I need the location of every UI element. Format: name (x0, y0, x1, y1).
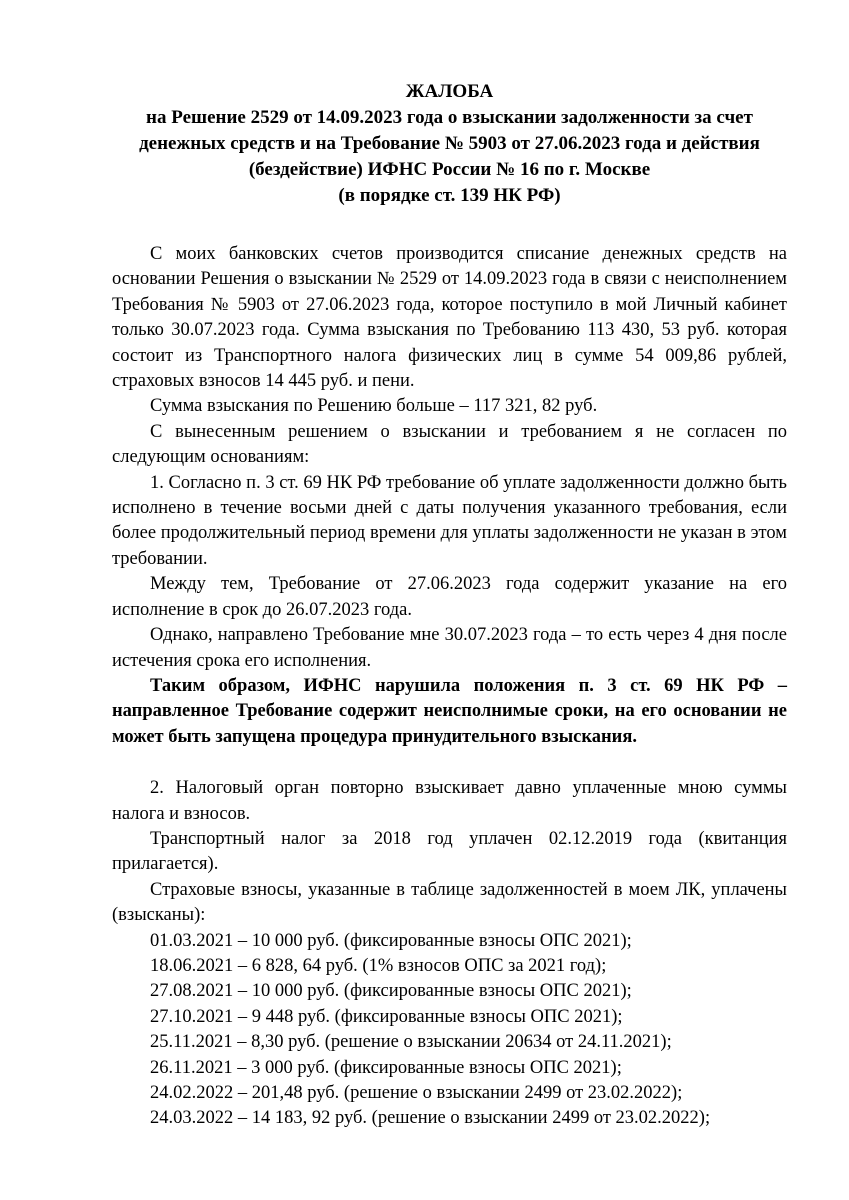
payment-item: 26.11.2021 – 3 000 руб. (фиксированные взносы ОПС 2021); (150, 1057, 622, 1078)
paragraph-point-2: 2. Налоговый орган повторно взыскивает давно уплаченные мною суммы налога и взносов. (112, 778, 787, 824)
paragraph-decision-sum: Сумма взыскания по Решению больше – 117 321, 82 руб. (150, 396, 598, 417)
document-body (112, 242, 787, 1132)
header-line-2: денежных средств и на Требование № 5903 от 27.06.2023 года и действия (139, 133, 760, 154)
payment-item: 27.08.2021 – 10 000 руб. (фиксированные взносы ОПС 2021); (150, 981, 632, 1002)
payment-item: 18.06.2021 – 6 828, 64 руб. (1% взносов ОПС за 2021 год); (150, 955, 607, 976)
payment-list (112, 929, 787, 1132)
paragraph-disagreement: С вынесенным решением о взыскании и требованием я не согласен по следующим основаниям: (112, 421, 787, 468)
document-header (112, 79, 787, 209)
header-line-4: (в порядке ст. 139 НК РФ) (338, 185, 561, 206)
paragraph-sent-late: Однако, направлено Требование мне 30.07.2023 года – то есть через 4 дня после истечения срока его исполнения. (112, 625, 787, 671)
document-title: ЖАЛОБА (405, 81, 494, 102)
payment-item: 24.03.2022 – 14 183, 92 руб. (решение о взыскании 2499 от 23.02.2022); (150, 1108, 711, 1129)
paragraph-deadline: Между тем, Требование от 27.06.2023 года содержит указание на его исполнение в срок до 26.07.2023 года. (112, 574, 787, 620)
paragraph-point-1: 1. Согласно п. 3 ст. 69 НК РФ требование об уплате задолженности должно быть исполнено в течение восьми дней с даты получения указанного требования, если более продолжительный период времени для уплаты задолженности не указан в этом требовании. (112, 472, 787, 569)
payment-item: 27.10.2021 – 9 448 руб. (фиксированные взносы ОПС 2021); (150, 1006, 623, 1027)
payment-item: 24.02.2022 – 201,48 руб. (решение о взыскании 2499 от 23.02.2022); (150, 1083, 683, 1103)
payment-item: 25.11.2021 – 8,30 руб. (решение о взыскании 20634 от 24.11.2021); (150, 1032, 672, 1053)
header-line-1: на Решение 2529 от 14.09.2023 года о взыскании задолженности за счет (146, 107, 753, 128)
paragraph-insurance: Страховые взносы, указанные в таблице задолженностей в моем ЛК, уплачены (взысканы): (112, 879, 787, 926)
header-line-3: (бездействие) ИФНС России № 16 по г. Москве (248, 159, 651, 180)
paragraph-conclusion: Таким образом, ИФНС нарушила положения п. 3 ст. 69 НК РФ – направленное Требование содержит неисполнимые сроки, на его основании не может быть запущена процедура принудительного взыскания. (112, 675, 787, 747)
paragraph-spacer (112, 750, 787, 776)
paragraph-debit-description: С моих банковских счетов производится списание денежных средств на основании Решения о взыскании № 2529 от 14.09.2023 года в связи с неисполнением Требования № 5903 от 27.06.2023 года, которое поступило в мой Личный кабинет только 30.07.2023 года. Сумма взыскания по Требованию 113 430, 53 руб. которая состоит из Транспортного налога физических лиц в сумме 54 009,86 рублей, страховых взносов 14 445 руб. и пени. (112, 244, 787, 392)
paragraph-transport-tax: Транспортный налог за 2018 год уплачен 02.12.2019 года (квитанция прилагается). (112, 828, 787, 875)
payment-item: 01.03.2021 – 10 000 руб. (фиксированные взносы ОПС 2021); (150, 930, 632, 951)
